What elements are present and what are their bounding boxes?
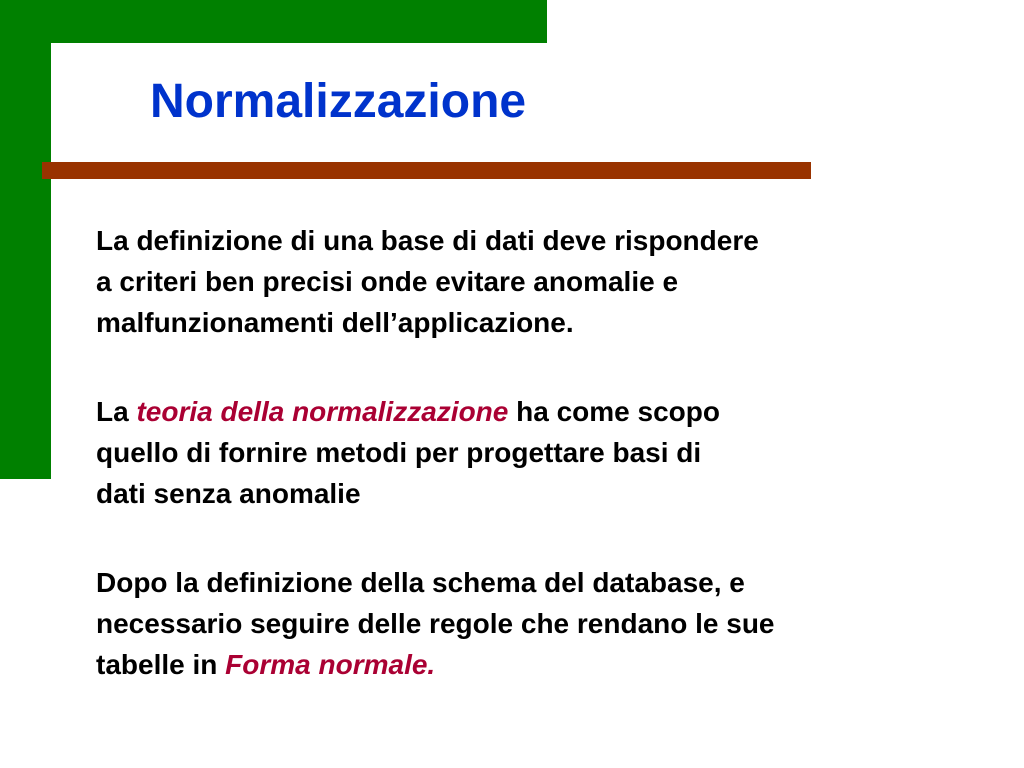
title-underline-rule xyxy=(42,162,811,179)
paragraph-line-prefix: tabelle in xyxy=(96,649,226,680)
paragraph-line: malfunzionamenti dell’applicazione. xyxy=(96,307,574,338)
green-frame-left-bar xyxy=(0,0,51,479)
paragraph-line xyxy=(96,391,720,432)
emphasis-term-normal-form: Forma normale. xyxy=(225,649,436,680)
paragraph-line-prefix: La xyxy=(96,396,137,427)
paragraph-line xyxy=(96,644,775,685)
slide-title: Normalizzazione xyxy=(150,75,527,128)
paragraph-line: a criteri ben precisi onde evitare anomalie e xyxy=(96,266,679,297)
green-frame-top-bar xyxy=(0,0,547,43)
emphasis-term-normalization-theory: teoria della normalizzazione xyxy=(136,396,509,427)
paragraph-normalization-theory xyxy=(96,391,720,514)
paragraph-definition xyxy=(96,220,759,343)
paragraph-normal-form xyxy=(96,562,775,685)
paragraph-line-suffix: ha come scopo xyxy=(508,396,720,427)
paragraph-line: La definizione di una base di dati deve rispondere xyxy=(96,225,759,256)
paragraph-line: dati senza anomalie xyxy=(96,478,361,509)
paragraph-line: necessario seguire delle regole che rendano le sue xyxy=(96,608,775,639)
paragraph-line: Dopo la definizione della schema del database, e xyxy=(96,567,745,598)
paragraph-line: quello di fornire metodi per progettare basi di xyxy=(96,437,702,468)
